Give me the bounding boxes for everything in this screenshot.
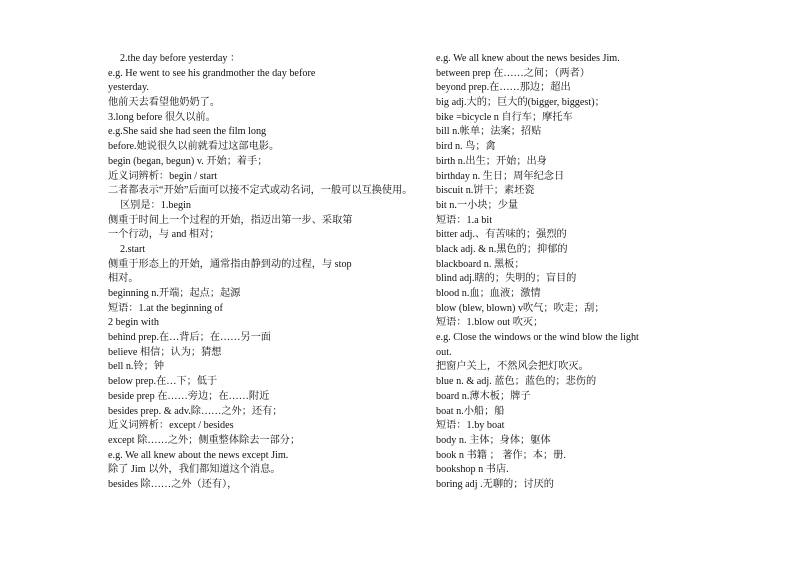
text-line: 侧重于形态上的开始，通常指由静到动的过程，与 stop — [108, 258, 352, 270]
text-line: beyond prep.在……那边；超出 — [436, 82, 571, 94]
text-line: 二者都表示“开始”后面可以接不定式或动名词，一般可以互换使用。 — [108, 185, 413, 197]
text-line: bookshop n 书店. — [436, 464, 509, 476]
text-line: e.g. We all knew about the news besides Jim. — [436, 53, 620, 64]
text-line: bike =bicycle n 自行车；摩托车 — [436, 111, 573, 123]
text-line: 短语：1.blow out 吹灭； — [436, 317, 544, 329]
text-line: 他前天去看望他奶奶了。 — [108, 97, 221, 109]
text-line: below prep.在…下；低于 — [108, 376, 218, 388]
text-line: body n. 主体；身体；躯体 — [436, 434, 551, 446]
text-line: 短语：1.at the beginning of — [108, 302, 223, 314]
text-line: except 除……之外；侧重整体除去一部分； — [108, 434, 301, 446]
text-line: e.g.She said she had seen the film long — [108, 126, 267, 138]
text-line: boring adj .无聊的；讨厌的 — [436, 478, 554, 490]
text-line: 2.the day before yesterday ： — [120, 53, 241, 64]
text-line: believe 相信；认为；猜想 — [108, 346, 222, 358]
text-line: yesterday. — [108, 82, 149, 94]
right-column — [436, 52, 766, 493]
text-line: 2.start — [120, 243, 146, 255]
text-line: besides prep. & adv.除……之外；还有； — [108, 405, 283, 417]
text-line: between prep 在……之间；（两者） — [436, 67, 590, 79]
text-line: 近义词辨析：except / besides — [108, 420, 234, 432]
text-line: before.她说很久以前就看过这部电影。 — [108, 141, 280, 153]
text-line: besides 除……之外（还有）， — [108, 478, 238, 490]
text-line: 3.long before 很久以前。 — [108, 111, 216, 123]
text-line: blow (blew, blown) v吹气；吹走；刮； — [436, 302, 605, 314]
text-line: bit n.一小块；少量 — [436, 199, 519, 211]
text-line: e.g. We all knew about the news except Jim. — [108, 449, 289, 461]
text-line: 区别是：1.begin — [120, 199, 192, 211]
left-column — [108, 52, 413, 493]
text-line: blue n. & adj. 蓝色；蓝色的；悲伤的 — [436, 376, 597, 388]
text-line: out. — [436, 346, 452, 358]
text-line: birth n.出生；开始；出身 — [436, 155, 547, 167]
text-line: e.g. He went to see his grandmother the day before — [108, 67, 316, 79]
text-line: beginning n.开端；起点；起源 — [108, 288, 241, 299]
text-line: begin (began, begun) v. 开始；着手； — [108, 155, 268, 167]
text-line: blind adj.瞎的；失明的；盲目的 — [436, 273, 577, 285]
text-line: book n 书籍 ； 著作；本；册. — [436, 449, 566, 461]
text-line: bill n.帐单；法案；招贴 — [436, 126, 542, 138]
text-line: 除了 Jim 以外，我们都知道这个消息。 — [108, 464, 281, 476]
text-line: bird n. 鸟；禽 — [436, 141, 496, 153]
text-line: 2 begin with — [108, 317, 159, 329]
text-line: bitter adj.、有苦味的；强烈的 — [436, 229, 567, 241]
text-line: birthday n. 生日；周年纪念日 — [436, 170, 565, 182]
text-line: big adj.大的；巨大的(bigger, biggest)； — [436, 97, 605, 109]
text-line: board n.薄木板；牌子 — [436, 390, 531, 402]
text-line: 一个行动，与 and 相对； — [108, 229, 220, 241]
text-line: bell n.铃；钟 — [108, 361, 165, 373]
text-line: blackboard n. 黑板； — [436, 258, 525, 270]
text-line: black adj. & n.黑色的；抑郁的 — [436, 243, 568, 255]
text-line: behind prep.在…背后；在……另一面 — [108, 332, 271, 344]
text-line: e.g. Close the windows or the wind blow the light — [436, 332, 639, 344]
text-line: blood n.血；血液；激情 — [436, 288, 541, 299]
text-line: 近义词辨析：begin / start — [108, 170, 218, 182]
text-line: 短语：1.a bit — [436, 214, 493, 226]
text-line: 相对。 — [108, 273, 139, 285]
text-line: boat n.小船；船 — [436, 405, 505, 417]
text-line: 把窗户关上，不然风会把灯吹灭。 — [436, 361, 589, 373]
text-line: biscuit n.饼干；素坯瓷 — [436, 185, 535, 197]
text-line: beside prep 在……旁边；在……附近 — [108, 390, 270, 402]
text-line: 短语：1.by boat — [436, 420, 505, 432]
text-line: 侧重于时间上一个过程的开始，指迈出第一步、采取第 — [108, 214, 353, 226]
